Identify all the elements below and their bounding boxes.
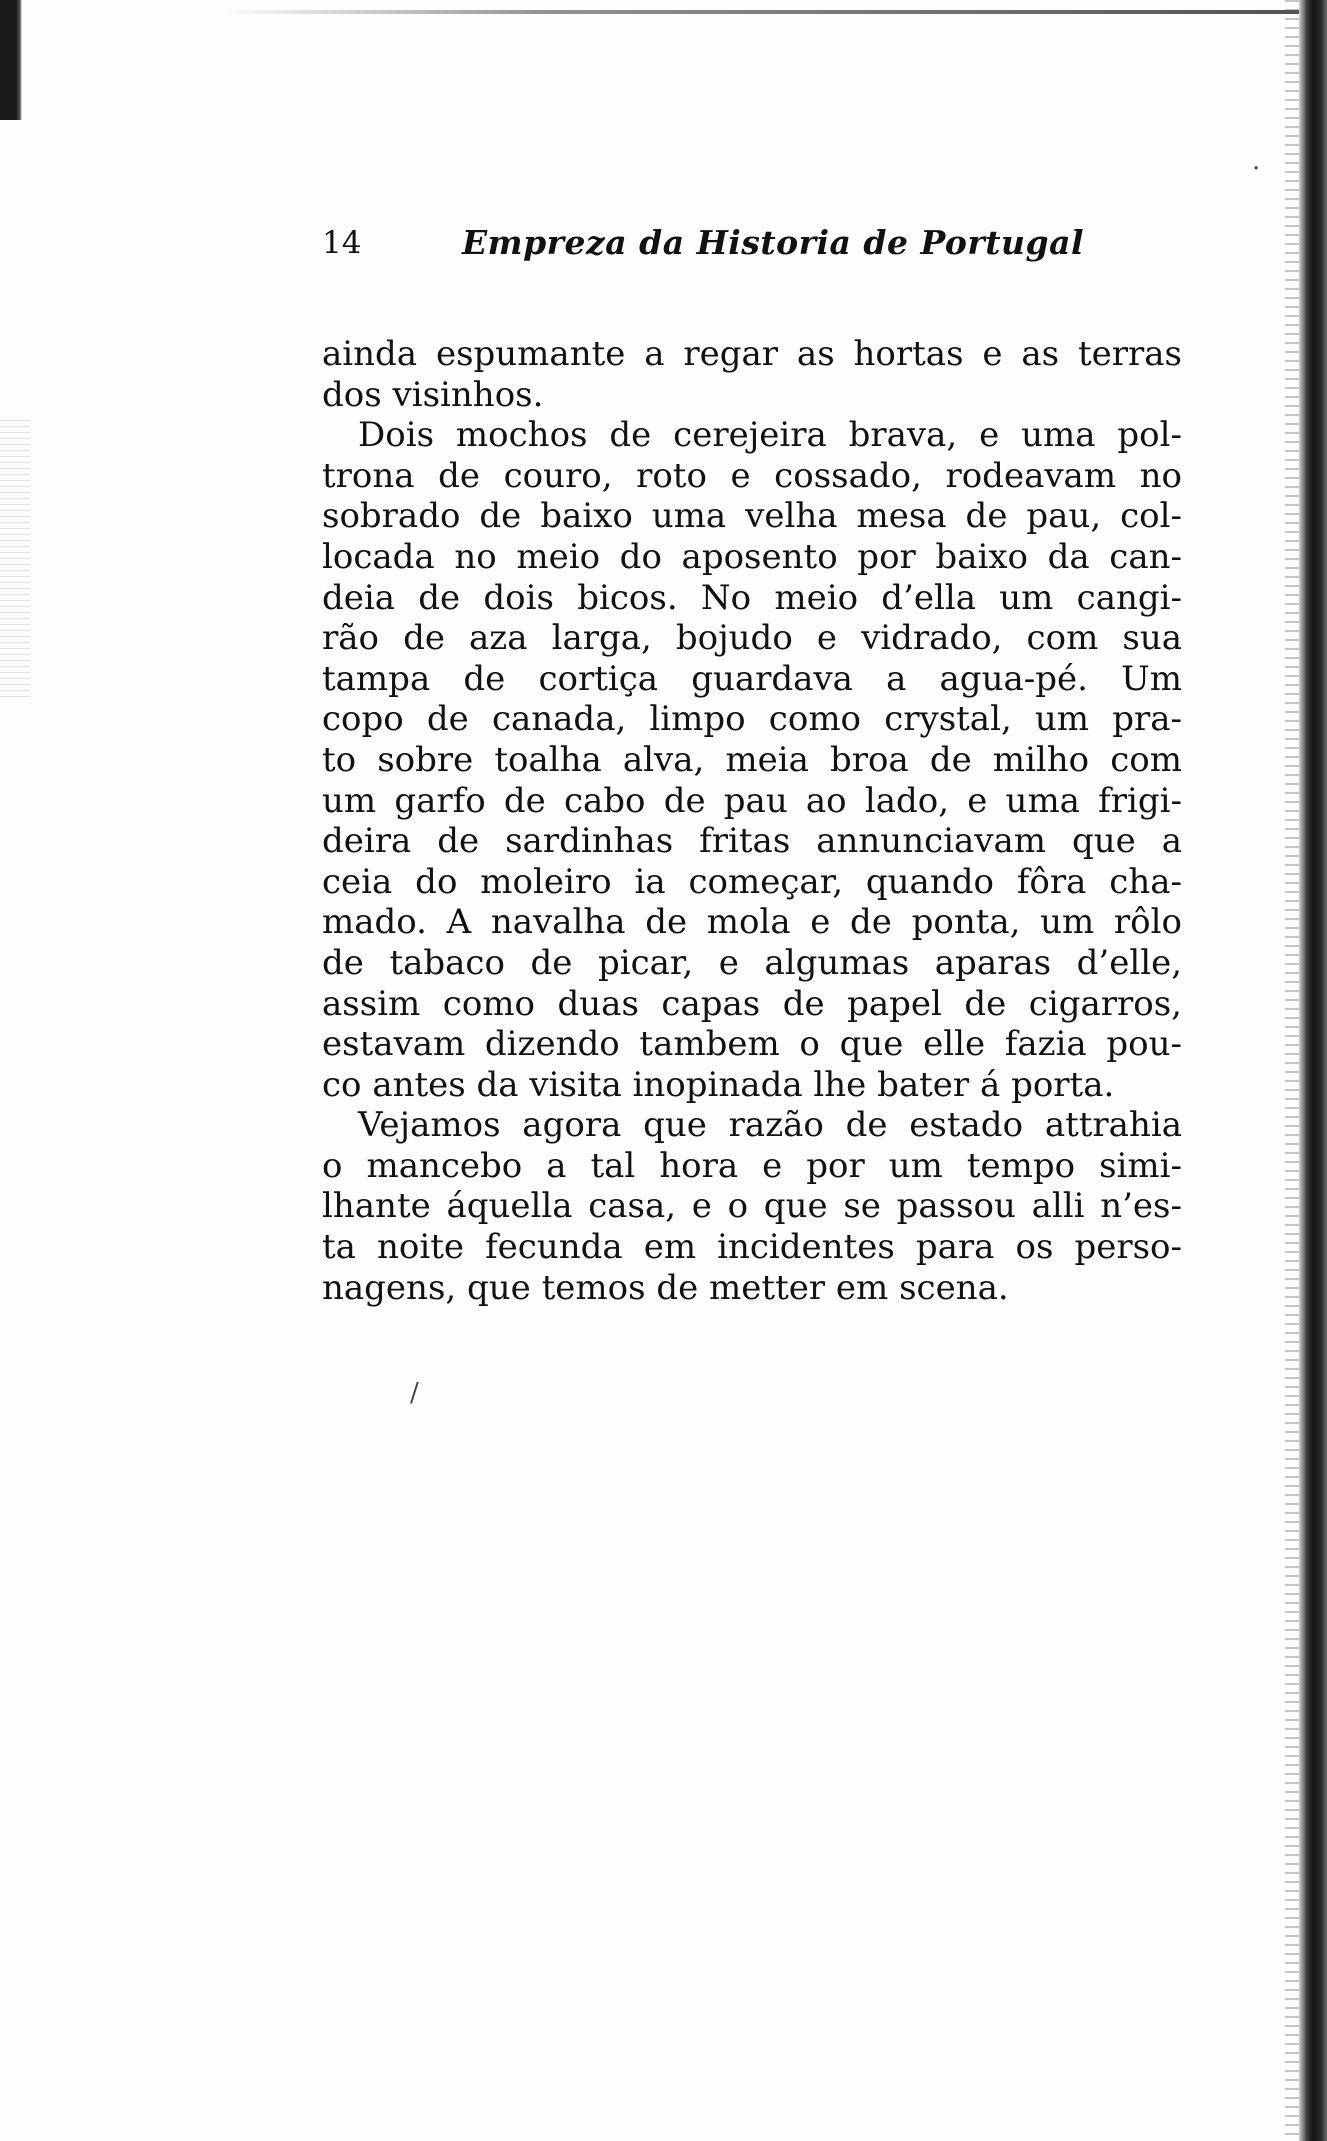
- text-line: to sobre toalha alva, meia broa de milho com: [322, 739, 1182, 780]
- page-number: 14: [322, 225, 362, 261]
- text-line: rão de aza larga, bojudo e vidrado, com sua: [322, 618, 1182, 659]
- text-line: trona de couro, roto e cossado, rodeavam no: [322, 455, 1182, 496]
- text-line: nagens, que temos de metter em scena.: [322, 1267, 1009, 1308]
- scan-tick: /: [410, 1378, 419, 1408]
- paragraph: [322, 334, 1182, 415]
- text-line: deira de sardinhas fritas annunciavam que a: [322, 821, 1182, 862]
- text-line: o mancebo a tal hora e por um tempo simi-: [322, 1145, 1182, 1186]
- text-line: deia de dois bicos. No meio d’ella um cangi-: [322, 577, 1182, 618]
- text-line: um garfo de cabo de pau ao lado, e uma frigi-: [322, 780, 1182, 821]
- text-line: tampa de cortiça guardava a agua-pé. Um: [322, 658, 1182, 699]
- scan-specks: [0, 420, 30, 700]
- text-line: Vejamos agora que razão de estado attrahia: [358, 1105, 1182, 1146]
- running-title: Empreza da Historia de Portugal: [462, 223, 1085, 262]
- text-line: de tabaco de picar, e algumas aparas d’elle,: [322, 942, 1182, 983]
- text-line: mado. A navalha de mola e de ponta, um rôlo: [322, 902, 1182, 943]
- text-line: co antes da visita inopinada lhe bater á porta.: [322, 1064, 1115, 1105]
- page-top-edge: [220, 10, 1305, 14]
- text-line: Dois mochos de cerejeira brava, e uma pol-: [358, 415, 1182, 456]
- text-line: ceia do moleiro ia começar, quando fôra cha-: [322, 861, 1182, 902]
- text-line: ainda espumante a regar as hortas e as terras: [322, 334, 1182, 374]
- text-line: locada no meio do aposento por baixo da can-: [322, 536, 1182, 577]
- book-right-edge: [1299, 0, 1327, 2141]
- running-header: [322, 218, 1182, 268]
- binding-shadow: [0, 0, 22, 120]
- paragraph: [322, 415, 1182, 1105]
- scan-dot: ·: [1252, 154, 1261, 184]
- text-line: lhante áquella casa, e o que se passou alli n’es-: [322, 1186, 1182, 1227]
- text-line: dos visinhos.: [322, 374, 544, 415]
- body-text: [322, 334, 1182, 1308]
- text-line: assim como duas capas de papel de cigarros,: [322, 983, 1182, 1024]
- page-edge-texture: [1285, 0, 1299, 2141]
- paragraph: [322, 1105, 1182, 1308]
- text-line: copo de canada, limpo como crystal, um pra-: [322, 699, 1182, 740]
- text-line: sobrado de baixo uma velha mesa de pau, col-: [322, 496, 1182, 537]
- text-line: ta noite fecunda em incidentes para os perso-: [322, 1227, 1182, 1268]
- text-line: estavam dizendo tambem o que elle fazia pou-: [322, 1024, 1182, 1065]
